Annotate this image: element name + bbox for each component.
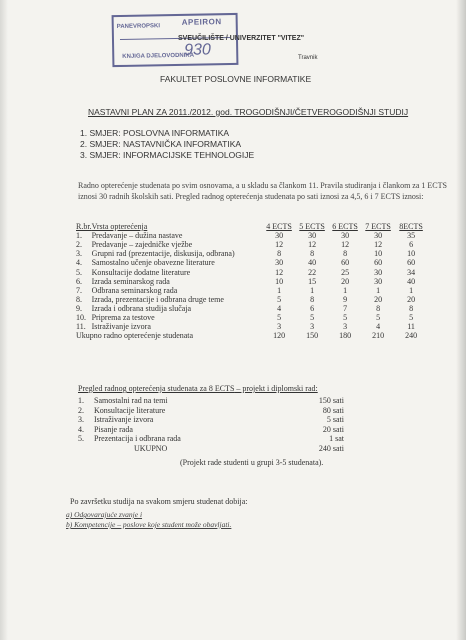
row-label: Istraživanje izvora: [91, 322, 151, 332]
total-cell: 210: [372, 331, 385, 341]
table-row: [78, 434, 344, 444]
row-number: 3.: [78, 415, 84, 425]
row-value: 4: [277, 303, 282, 313]
row-value: 40: [308, 258, 317, 268]
city-line: Travnik: [298, 55, 318, 61]
header-cell: R.br.: [76, 222, 92, 232]
header-cell: 7 ECTS: [365, 222, 391, 232]
table-row: [78, 444, 344, 454]
row-value: 12: [308, 240, 317, 250]
row-value: 12: [275, 240, 284, 250]
table-row: [78, 406, 344, 416]
row-value: 30: [374, 276, 383, 286]
row-value: 30: [374, 267, 383, 277]
header-cell: 8ECTS: [399, 222, 423, 232]
project-workload-table: [78, 396, 344, 453]
smjer-item: 2. SMJER: NASTAVNIČKA INFORMATIKA: [80, 139, 242, 149]
row-value: 25: [341, 267, 350, 277]
table-row: [76, 286, 428, 295]
row-value: 6: [409, 240, 414, 250]
row-value: 5: [409, 312, 414, 322]
header-cell: 4 ECTS: [266, 222, 292, 232]
row-value: 1: [277, 285, 282, 295]
row-value: 12: [275, 267, 284, 277]
row-value: 11: [407, 322, 415, 332]
row-value: 5: [343, 312, 348, 322]
row-label: UKUPNO: [134, 443, 168, 453]
row-value: 30: [341, 231, 350, 241]
row-number: 7.: [76, 285, 82, 295]
row-hours: 80 sati: [322, 405, 344, 415]
total-cell: 150: [306, 331, 319, 341]
row-value: 30: [374, 231, 383, 241]
table-row: [76, 277, 428, 286]
row-value: 6: [310, 303, 315, 313]
row-label: Predavanje – dužina nastave: [91, 231, 183, 241]
row-value: 60: [341, 258, 350, 268]
total-label: Ukupno radno opterećenje studenata: [76, 331, 194, 341]
row-number: 1.: [76, 231, 82, 241]
row-value: 35: [407, 231, 416, 241]
row-number: 4.: [76, 258, 82, 268]
table-total-row: [76, 331, 428, 340]
table-row: [78, 396, 344, 406]
workload-table: [76, 222, 428, 340]
row-number: 2.: [78, 405, 84, 415]
sub-title: [78, 384, 318, 393]
row-value: 8: [310, 249, 315, 259]
header-cell: Vrsta opterećenja: [91, 222, 148, 232]
row-value: 5: [376, 312, 381, 322]
plan-title: NASTAVNI PLAN ZA 2011./2012. god. TROGODIŠNJI/ČETVEROGODIŠNJI STUDIJ: [88, 107, 409, 117]
row-number: 10.: [76, 312, 86, 322]
row-number: 4.: [78, 424, 84, 434]
row-label: Pisanje rada: [94, 424, 133, 434]
row-value: 60: [407, 258, 416, 268]
header-cell: 5 ECTS: [299, 222, 325, 232]
row-number: 8.: [76, 294, 82, 304]
row-value: 3: [277, 322, 282, 332]
row-value: 5: [310, 312, 315, 322]
stamp-line-2: APEIRON: [181, 17, 222, 27]
header-cell: 6 ECTS: [332, 222, 358, 232]
row-value: 22: [308, 267, 317, 277]
row-value: 3: [310, 322, 315, 332]
table-row: [76, 322, 428, 331]
row-label: Izrada, prezentacije i odbrana druge teme: [91, 294, 224, 304]
intro-paragraph: Radno opterećenje studenata po svim osnovama, a u skladu sa člankom 11. Pravila studiranja i člankom za 1 ECTS iznosi 30 radnih školskih sati. Pregled radnog opterećenja studenata po sati iznosi za 4,5, 6 i 7 ECTS iznosi:: [78, 181, 447, 201]
row-value: 20: [407, 294, 416, 304]
total-cell: 240: [405, 331, 418, 341]
row-hours: 20 sati: [322, 424, 344, 434]
row-label: Odbrana seminarskog rada: [91, 285, 178, 295]
row-number: 3.: [76, 249, 82, 259]
row-value: 8: [277, 249, 282, 259]
table-row: [76, 295, 428, 304]
row-hours: 240 sati: [318, 443, 344, 453]
row-value: 10: [374, 249, 383, 259]
row-value: 7: [343, 303, 348, 313]
row-label: Samostalni rad na temi: [94, 396, 168, 406]
row-label: Predavanje – zajedničke vježbe: [91, 240, 193, 250]
table-row: [76, 231, 428, 240]
row-value: 5: [277, 312, 282, 322]
row-hours: 1 sat: [329, 434, 344, 444]
table-row: [76, 304, 428, 313]
table-row: [76, 258, 428, 267]
row-value: 20: [374, 294, 383, 304]
row-value: 1: [310, 285, 315, 295]
row-label: Samostalno učenje obavezne literature: [91, 258, 215, 268]
row-value: 34: [407, 267, 416, 277]
stamp-number: 930: [184, 41, 212, 59]
row-label: Priprema za testove: [91, 312, 155, 322]
row-value: 12: [374, 240, 383, 250]
row-number: 1.: [78, 396, 84, 406]
sub-title-prefix: Pregled radnog opterećenja studenata za 8 ECTS: [78, 384, 235, 393]
sub-title-suffix: – projekt i diplomski rad:: [234, 384, 318, 393]
table-row: [78, 425, 344, 435]
row-number: 9.: [76, 303, 82, 313]
row-label: Prezentacija i odbrana rada: [94, 434, 181, 444]
row-hours: 5 sati: [326, 415, 344, 425]
row-hours: 150 sati: [318, 396, 344, 406]
row-value: 30: [308, 231, 317, 241]
footer-item: a) Odgovarajuće zvanje i: [66, 510, 143, 519]
row-value: 20: [341, 276, 350, 286]
row-value: 40: [407, 276, 416, 286]
project-note: (Projekt rade studenti u grupi 3-5 studenata).: [180, 458, 324, 467]
total-cell: 180: [339, 331, 352, 341]
row-value: 3: [343, 322, 348, 332]
scan-edge-right: [456, 0, 466, 640]
smjer-item: 3. SMJER: INFORMACIJSKE TEHNOLOGIJE: [80, 150, 255, 160]
row-value: 1: [376, 285, 381, 295]
table-row: [76, 240, 428, 249]
row-label: Konsultacije literature: [94, 405, 166, 415]
table-row: [76, 313, 428, 322]
stamp-line-1: PANEVROPSKI: [116, 23, 161, 31]
row-value: 1: [409, 285, 414, 295]
row-value: 30: [275, 258, 284, 268]
table-row: [76, 267, 428, 276]
row-label: Grupni rad (prezentacije, diskusija, odbrana): [91, 249, 235, 259]
row-label: Istraživanje izvora: [94, 415, 154, 425]
row-value: 30: [275, 231, 284, 241]
row-value: 10: [407, 249, 416, 259]
row-number: 2.: [76, 240, 82, 250]
table-row: [76, 249, 428, 258]
row-number: 6.: [76, 276, 82, 286]
row-value: 5: [277, 294, 282, 304]
row-number: 5.: [78, 434, 84, 444]
table-row: [78, 415, 344, 425]
table-header-row: [76, 222, 428, 231]
scan-edge-left: [0, 0, 8, 640]
row-value: 60: [374, 258, 383, 268]
smjer-item: 1. SMJER: POSLOVNA INFORMATIKA: [80, 128, 230, 138]
university-line: SVEUČILIŠTE / UNIVERZITET "VITEZ": [178, 35, 305, 42]
footer-title: Po završetku studija na svakom smjeru studenat dobija:: [70, 497, 248, 506]
row-value: 8: [409, 303, 414, 313]
row-label: Konsultacije dodatne literature: [91, 267, 191, 277]
row-value: 8: [376, 303, 381, 313]
row-label: Izrada i odbrana studija slučaja: [91, 303, 192, 313]
row-value: 12: [341, 240, 350, 250]
row-number: 11.: [76, 322, 86, 332]
footer-item: b) Kompetencije – poslove koje student može obavljati.: [66, 520, 232, 529]
row-value: 4: [376, 322, 381, 332]
faculty-title: FAKULTET POSLOVNE INFORMATIKE: [160, 74, 312, 84]
row-value: 15: [308, 276, 317, 286]
total-cell: 120: [273, 331, 286, 341]
row-value: 1: [343, 285, 348, 295]
row-number: 5.: [76, 267, 82, 277]
row-label: Izrada seminarskog rada: [91, 276, 170, 286]
row-value: 10: [275, 276, 284, 286]
row-value: 8: [310, 294, 315, 304]
row-number: [78, 444, 94, 454]
row-value: 9: [343, 294, 348, 304]
stamp-line-3: KNJIGA DJELOVODNIKA: [122, 52, 195, 60]
row-value: 8: [343, 249, 348, 259]
